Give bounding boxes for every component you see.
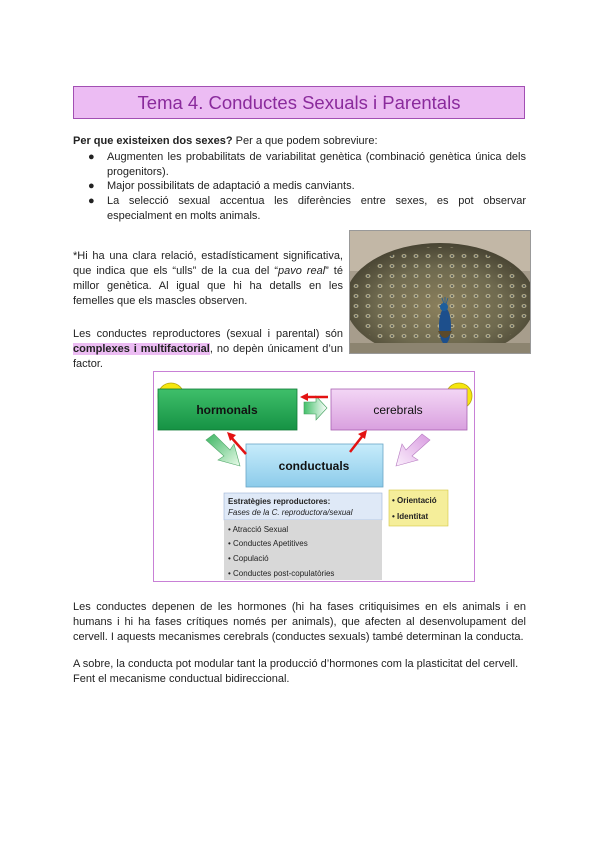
- peacock-photo: [349, 230, 531, 354]
- bullet-dot: ●: [88, 151, 95, 163]
- bullet-list: [73, 150, 526, 224]
- phase-item: • Atracció Sexual: [228, 525, 289, 534]
- conductuals-label: conductuals: [278, 459, 350, 473]
- arrow-hormonals-to-conductuals: [206, 434, 240, 466]
- diagram-canvas: [154, 372, 473, 580]
- intro-answer: Per a que podem sobreviure:: [232, 135, 378, 147]
- strategies-title: Estratègies reproductores:: [228, 497, 331, 506]
- phase-item: • Conductes Apetitives: [228, 539, 308, 548]
- intro-question: Per que existeixen dos sexes?: [73, 135, 233, 147]
- phase-item: • Conductes post-copulatòries: [228, 569, 335, 578]
- cerebrals-label: cerebrals: [373, 403, 423, 417]
- peacock-italic: pavo real: [277, 265, 326, 277]
- hormonals-label: hormonals: [196, 403, 258, 417]
- strategies-subtitle: Fases de la C. reproductora/sexual: [228, 508, 353, 517]
- intro-line: [73, 134, 533, 149]
- arrow-cerebrals-to-conductuals: [396, 434, 430, 466]
- hormones-paragraph: Les conductes depenen de les hormones (hi ha fases critiquisimes en els animals i en humans i hi ha fases crítiques només per animals), que afecten al desenvolupament del cervell. I aquests mecanismes cerebrals (conductes sexuals) també determinan la conducta.: [73, 601, 526, 643]
- side-item: • Orientació: [392, 496, 437, 505]
- page-title: Tema 4. Conductes Sexuals i Parentals: [137, 91, 461, 113]
- bullet-dot: ●: [88, 180, 95, 193]
- modulation-paragraph: A sobre, la conducta pot modular tant la producció d’hormones com la plasticitat del cervell. Fent el mecanisme conductual bidireccional.: [73, 658, 519, 685]
- side-item: • Identitat: [392, 512, 429, 521]
- peacock-paragraph: *Hi ha una clara relació, estadísticament significativa, que indica que els “ulls” de la cua del “pavo real” té millor genètica. Al igual que hi ha detalls en les femelles que els mascles observen.: [73, 250, 343, 307]
- bullet-dot: ●: [88, 195, 95, 208]
- conductes-diagram: [153, 371, 475, 582]
- list-item: ● Major possibilitats de adaptació a medis canviants.: [88, 180, 355, 193]
- conductes-paragraph: Les conductes reproductores (sexual i parental) són complexes i multifactorial, no depèn únicament d’un factor.: [73, 328, 344, 370]
- list-item: ● Augmenten les probabilitats de variabilitat genètica (combinació genètica única dels progenitors).: [88, 151, 526, 178]
- peacock-image: [350, 231, 530, 353]
- title-banner: [73, 86, 525, 119]
- phase-item: • Copulació: [228, 554, 269, 563]
- highlighted-text: complexes i multifactorial: [73, 343, 210, 355]
- list-item: ● La selecció sexual accentua les diferències entre sexes, es pot observar especialment en molts animals.: [88, 195, 526, 222]
